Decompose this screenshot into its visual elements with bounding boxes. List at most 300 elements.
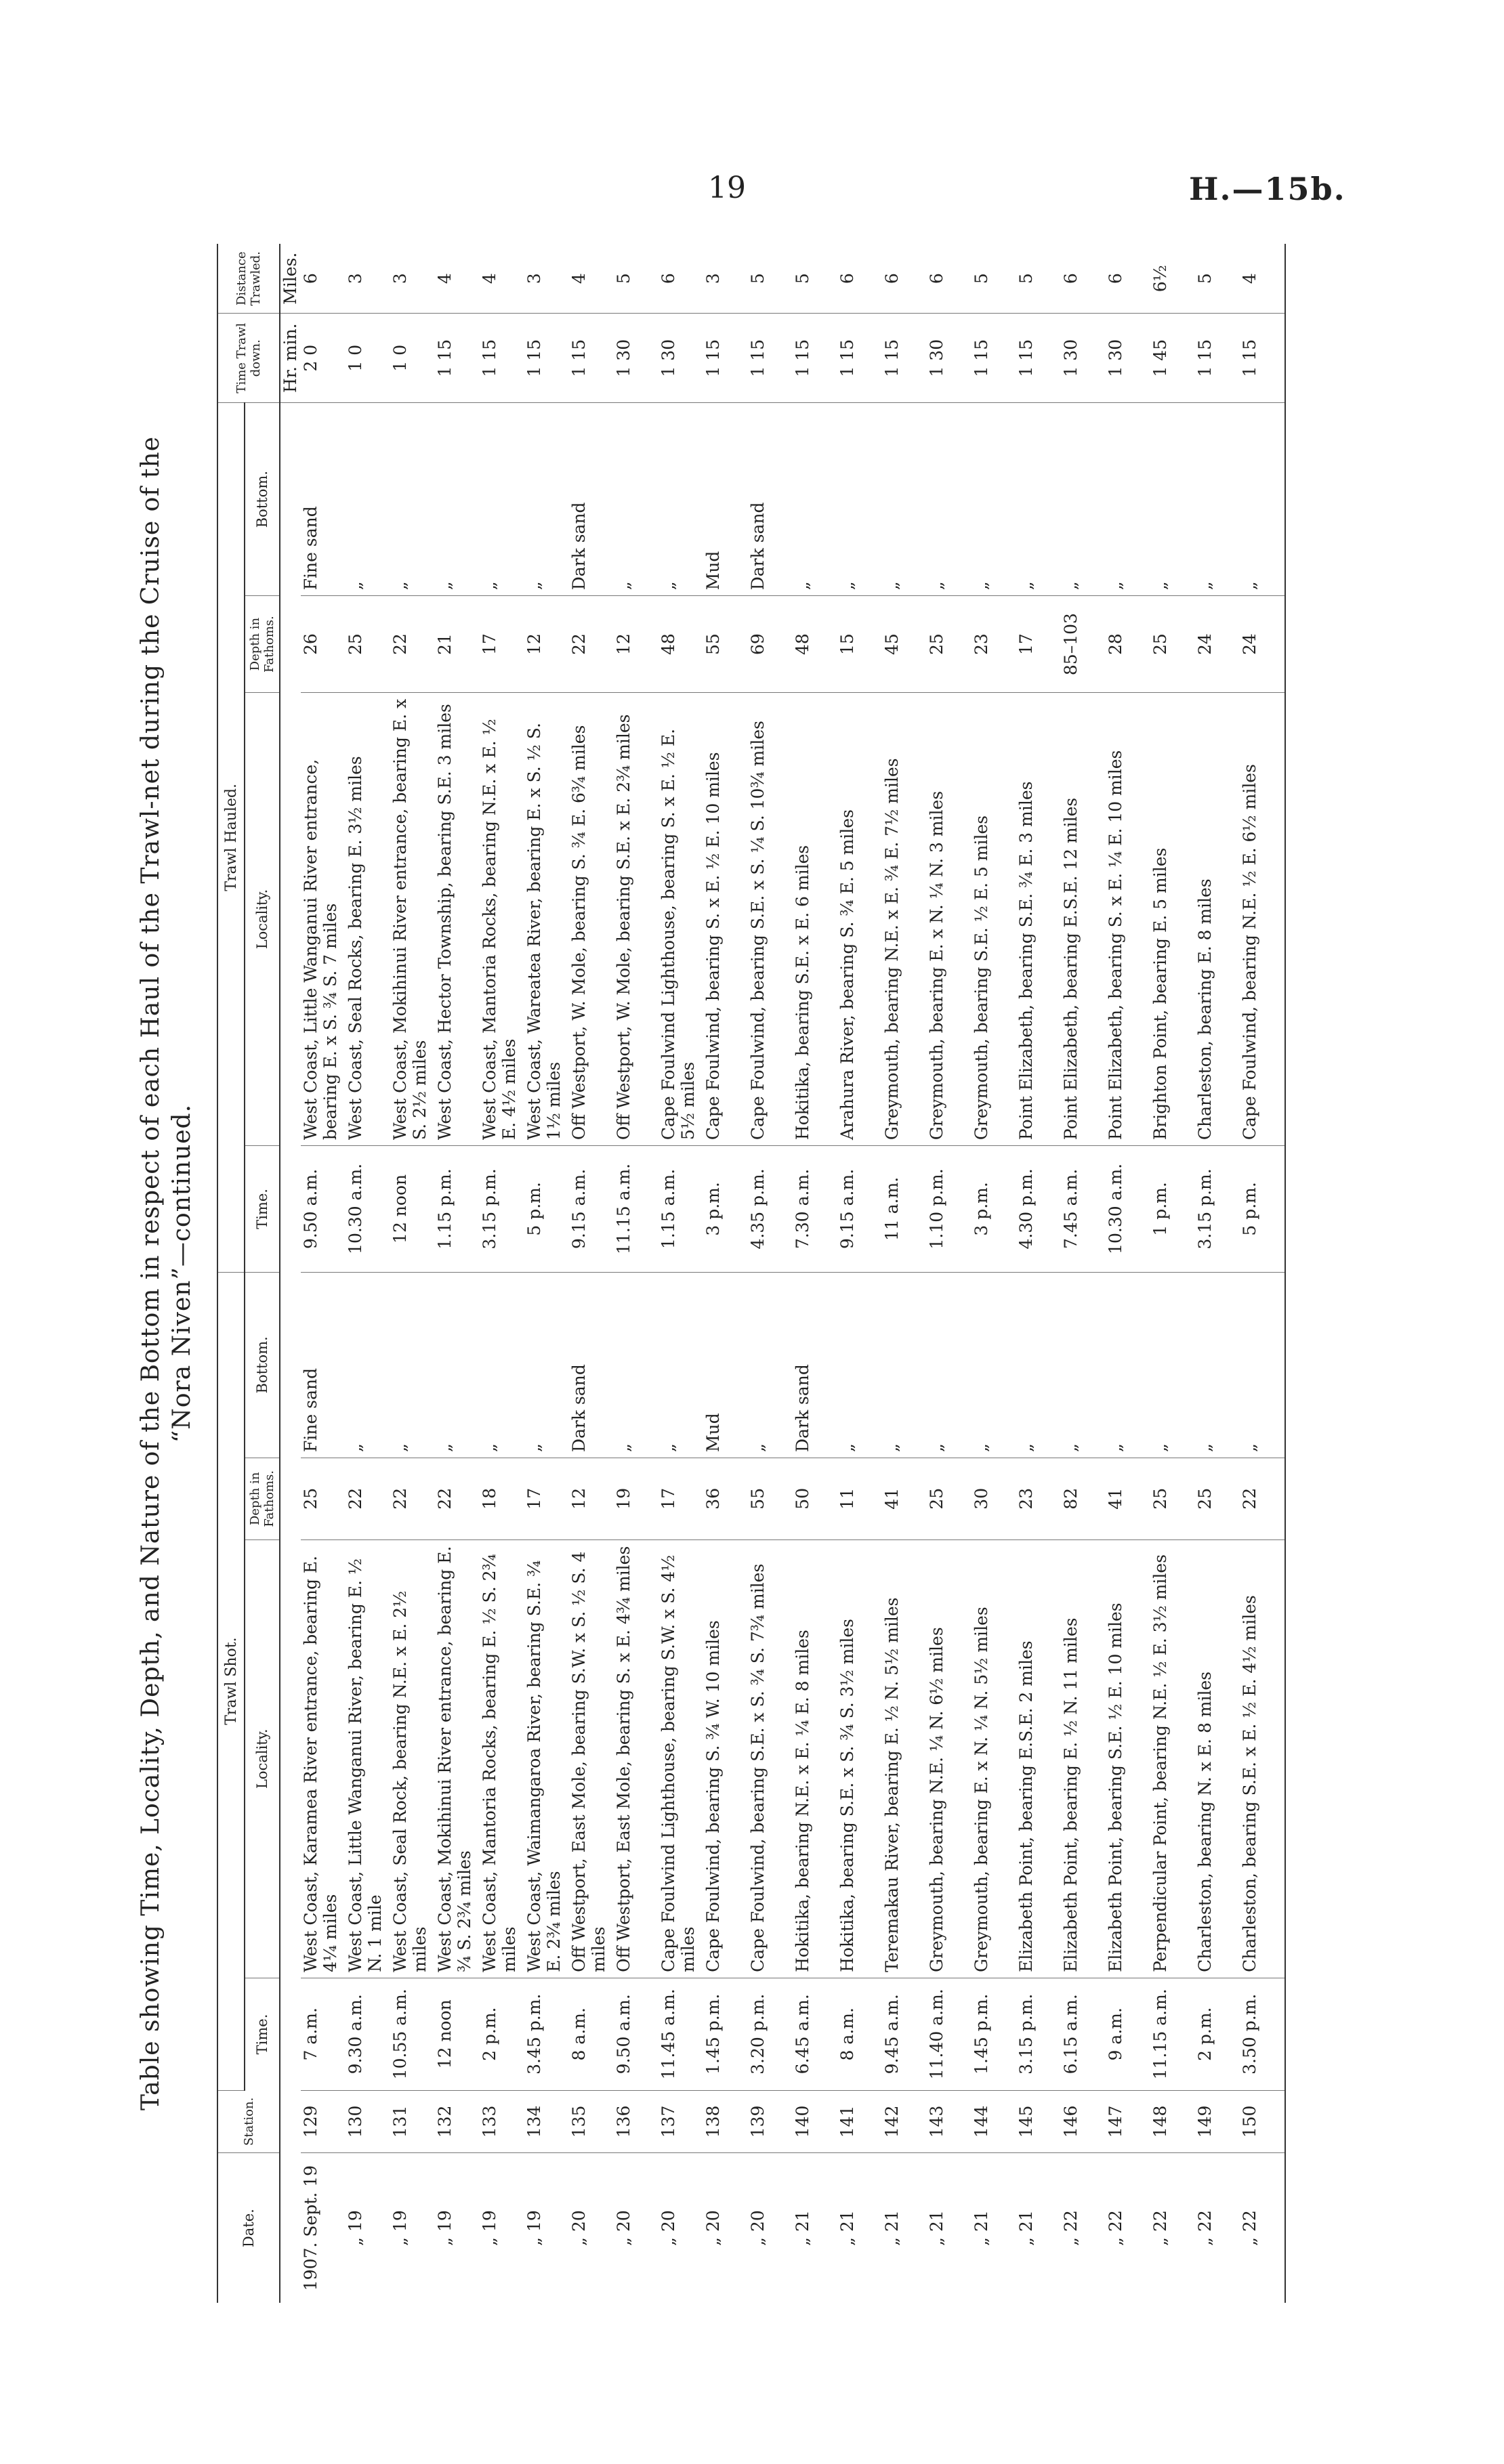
cell-station: 134 bbox=[524, 2090, 569, 2153]
cell-distance: 3 bbox=[703, 244, 748, 314]
cell-shot-depth: 17 bbox=[659, 1458, 703, 1539]
cell-shot-time: 3.50 p.m. bbox=[1240, 1978, 1285, 2090]
cell-distance: 4 bbox=[569, 244, 614, 314]
cell-distance: 3 bbox=[346, 244, 390, 314]
cell-date: „ 20 bbox=[748, 2210, 768, 2246]
cell-date: „ 20 bbox=[703, 2210, 723, 2246]
cell-shot-bottom: „ bbox=[748, 1272, 793, 1458]
cell-distance: 6 bbox=[301, 244, 346, 314]
cell-shot-locality: Cape Foulwind Lighthouse, bearing S.W. x S. 4½ miles bbox=[659, 1539, 703, 1978]
cell-hauled-depth: 15 bbox=[837, 596, 882, 693]
cell-station: 142 bbox=[882, 2090, 927, 2153]
cell-date: „ 22 bbox=[1061, 2210, 1081, 2246]
cell-shot-depth: 12 bbox=[569, 1458, 614, 1539]
cell-station: 130 bbox=[346, 2090, 390, 2153]
cell-shot-locality: Cape Foulwind, bearing S. ¾ W. 10 miles bbox=[703, 1539, 748, 1978]
cell-hauled-depth: 28 bbox=[1106, 596, 1150, 693]
cell-station: 139 bbox=[748, 2090, 793, 2153]
cell-date: „ 19 bbox=[390, 2210, 410, 2246]
table-row bbox=[927, 244, 972, 2303]
cell-shot-locality: Perpendicular Point, bearing N.E. ½ E. 3½ miles bbox=[1150, 1539, 1195, 1978]
cell-time-down: 1 15 bbox=[524, 314, 569, 403]
cell-date: „ 21 bbox=[927, 2210, 946, 2246]
cell-shot-depth: 30 bbox=[972, 1458, 1016, 1539]
cell-shot-locality: Teremakau River, bearing E. ½ N. 5½ miles bbox=[882, 1539, 927, 1978]
cell-hauled-depth: 26 bbox=[301, 596, 346, 693]
cell-hauled-time: 10.30 a.m. bbox=[346, 1146, 390, 1273]
cell-shot-time: 7 a.m. bbox=[301, 1978, 346, 2090]
cell-station: 147 bbox=[1106, 2090, 1150, 2153]
page-number: 19 bbox=[708, 171, 746, 205]
cell-hauled-locality: Off Westport, W. Mole, bearing S. ¾ E. 6¾ miles bbox=[569, 692, 614, 1145]
table-row bbox=[524, 244, 569, 2303]
page-reference: H.—15b. bbox=[1189, 171, 1346, 207]
cell-hauled-bottom: Dark sand bbox=[748, 403, 793, 596]
cell-hauled-locality: Greymouth, bearing N.E. x E. ¾ E. 7½ miles bbox=[882, 692, 927, 1145]
cell-hauled-bottom: „ bbox=[480, 403, 524, 596]
cell-shot-locality: Off Westport, East Mole, bearing S. x E. 4¾ miles bbox=[614, 1539, 659, 1978]
cell-station: 141 bbox=[837, 2090, 882, 2153]
cell-time-down: 1 15 bbox=[1195, 314, 1240, 403]
cell-shot-depth: 55 bbox=[748, 1458, 793, 1539]
cell-shot-bottom: „ bbox=[435, 1272, 480, 1458]
cell-station: 143 bbox=[927, 2090, 972, 2153]
table-row bbox=[972, 244, 1016, 2303]
header-hauled-depth: Depth in Fathoms. bbox=[245, 596, 280, 693]
cell-shot-bottom: „ bbox=[927, 1272, 972, 1458]
cell-hauled-bottom: „ bbox=[882, 403, 927, 596]
cell-time-down: 1 15 bbox=[703, 314, 748, 403]
cell-shot-locality: Off Westport, East Mole, bearing S.W. x S. ½ S. 4 miles bbox=[569, 1539, 614, 1978]
cell-hauled-bottom: „ bbox=[793, 403, 837, 596]
cell-time-down: 1 15 bbox=[882, 314, 927, 403]
cell-date: „ 19 bbox=[480, 2210, 499, 2246]
cell-hauled-time: 1.10 p.m. bbox=[927, 1146, 972, 1273]
cell-shot-bottom: „ bbox=[480, 1272, 524, 1458]
cell-hauled-time: 1.15 p.m. bbox=[435, 1146, 480, 1273]
table-row bbox=[793, 244, 837, 2303]
cell-hauled-time: 9.15 a.m. bbox=[569, 1146, 614, 1273]
cell-hauled-time: 9.15 a.m. bbox=[837, 1146, 882, 1273]
cell-shot-time: 8 a.m. bbox=[569, 1978, 614, 2090]
cell-time-down: 1 15 bbox=[972, 314, 1016, 403]
cell-time-down: 1 15 bbox=[1240, 314, 1285, 403]
cell-date: „ 21 bbox=[837, 2210, 857, 2246]
cell-distance: 6 bbox=[1061, 244, 1106, 314]
cell-hauled-bottom: „ bbox=[1106, 403, 1150, 596]
cell-hauled-locality: West Coast, Little Wanganui River entrance, bearing E. x S. ¾ S. 7 miles bbox=[301, 692, 346, 1145]
table-row bbox=[837, 244, 882, 2303]
cell-date: „ 21 bbox=[882, 2210, 902, 2246]
table-row bbox=[346, 244, 390, 2303]
cell-station: 148 bbox=[1150, 2090, 1195, 2153]
cell-shot-bottom: „ bbox=[346, 1272, 390, 1458]
units-distance: Miles. bbox=[280, 244, 301, 314]
cell-hauled-time: 3 p.m. bbox=[703, 1146, 748, 1273]
cell-hauled-bottom: „ bbox=[614, 403, 659, 596]
cell-shot-locality: Elizabeth Point, bearing E. ½ N. 11 miles bbox=[1061, 1539, 1106, 1978]
cell-hauled-bottom: Fine sand bbox=[301, 403, 346, 596]
cell-date: „ 22 bbox=[1106, 2210, 1125, 2246]
cell-station: 140 bbox=[793, 2090, 837, 2153]
cell-station: 149 bbox=[1195, 2090, 1240, 2153]
cell-hauled-depth: 25 bbox=[346, 596, 390, 693]
cell-shot-bottom: „ bbox=[1150, 1272, 1195, 1458]
cell-hauled-bottom: „ bbox=[1016, 403, 1061, 596]
cell-hauled-depth: 69 bbox=[748, 596, 793, 693]
table-row bbox=[703, 244, 748, 2303]
cell-shot-locality: Elizabeth Point, bearing E.S.E. 2 miles bbox=[1016, 1539, 1061, 1978]
cell-distance: 5 bbox=[614, 244, 659, 314]
cell-hauled-depth: 48 bbox=[793, 596, 837, 693]
cell-shot-locality: Greymouth, bearing E. x N. ¼ N. 5½ miles bbox=[972, 1539, 1016, 1978]
cell-shot-time: 3.45 p.m. bbox=[524, 1978, 569, 2090]
cell-shot-bottom: „ bbox=[972, 1272, 1016, 1458]
table-row bbox=[1150, 244, 1195, 2303]
cell-shot-time: 11.40 a.m. bbox=[927, 1978, 972, 2090]
cell-station: 138 bbox=[703, 2090, 748, 2153]
cell-hauled-locality: Point Elizabeth, bearing S. x E. ¼ E. 10 miles bbox=[1106, 692, 1150, 1145]
cell-shot-locality: Charleston, bearing S.E. x E. ½ E. 4½ miles bbox=[1240, 1539, 1285, 1978]
table-row bbox=[1061, 244, 1106, 2303]
cell-hauled-depth: 23 bbox=[972, 596, 1016, 693]
cell-shot-depth: 22 bbox=[346, 1458, 390, 1539]
cell-station: 132 bbox=[435, 2090, 480, 2153]
cell-hauled-time: 1 p.m. bbox=[1150, 1146, 1195, 1273]
cell-shot-bottom: „ bbox=[1195, 1272, 1240, 1458]
cell-distance: 6 bbox=[837, 244, 882, 314]
cell-date: „ 22 bbox=[1195, 2210, 1215, 2246]
cell-hauled-locality: Hokitika, bearing S.E. x E. 6 miles bbox=[793, 692, 837, 1145]
cell-hauled-locality: Cape Foulwind, bearing N.E. ½ E. 6½ miles bbox=[1240, 692, 1285, 1145]
cell-shot-bottom: „ bbox=[390, 1272, 435, 1458]
cell-hauled-locality: West Coast, Mantoria Rocks, bearing N.E. x E. ½ E. 4½ miles bbox=[480, 692, 524, 1145]
title-line-1: Table showing Time, Locality, Depth, and Nature of the Bottom in respect of each Haul of the Trawl-net during the Cruise of the bbox=[137, 436, 165, 2111]
cell-hauled-locality: West Coast, Wareatea River, bearing E. x S. ½ S. 1½ miles bbox=[524, 692, 569, 1145]
cell-hauled-bottom: Mud bbox=[703, 403, 748, 596]
cell-hauled-bottom: „ bbox=[346, 403, 390, 596]
cell-shot-locality: West Coast, Little Wanganui River, bearing E. ½ N. 1 mile bbox=[346, 1539, 390, 1978]
header-date: Date. bbox=[217, 2153, 280, 2303]
cell-station: 150 bbox=[1240, 2090, 1285, 2153]
cell-distance: 6 bbox=[1106, 244, 1150, 314]
cell-station: 146 bbox=[1061, 2090, 1106, 2153]
cell-distance: 4 bbox=[1240, 244, 1285, 314]
cell-shot-bottom: „ bbox=[1061, 1272, 1106, 1458]
cell-hauled-time: 1.15 a.m. bbox=[659, 1146, 703, 1273]
cell-hauled-time: 10.30 a.m. bbox=[1106, 1146, 1150, 1273]
cell-shot-time: 9.45 a.m. bbox=[882, 1978, 927, 2090]
rotated-table-block bbox=[135, 244, 1301, 2303]
cell-hauled-depth: 45 bbox=[882, 596, 927, 693]
cell-hauled-depth: 48 bbox=[659, 596, 703, 693]
cell-hauled-time: 5 p.m. bbox=[1240, 1146, 1285, 1273]
cell-shot-depth: 25 bbox=[1150, 1458, 1195, 1539]
cell-shot-bottom: Dark sand bbox=[569, 1272, 614, 1458]
cell-shot-time: 3.20 p.m. bbox=[748, 1978, 793, 2090]
cell-shot-locality: West Coast, Waimangaroa River, bearing S.E. ¾ E. 2¾ miles bbox=[524, 1539, 569, 1978]
cell-distance: 3 bbox=[390, 244, 435, 314]
cell-hauled-depth: 17 bbox=[1016, 596, 1061, 693]
cell-station: 135 bbox=[569, 2090, 614, 2153]
cell-shot-time: 9 a.m. bbox=[1106, 1978, 1150, 2090]
cell-distance: 6 bbox=[927, 244, 972, 314]
header-shot-bottom: Bottom. bbox=[245, 1272, 280, 1458]
table-row bbox=[1240, 244, 1285, 2303]
cell-distance: 3 bbox=[524, 244, 569, 314]
cell-shot-locality: Greymouth, bearing N.E. ¼ N. 6½ miles bbox=[927, 1539, 972, 1978]
cell-hauled-depth: 22 bbox=[569, 596, 614, 693]
cell-shot-time: 2 p.m. bbox=[480, 1978, 524, 2090]
cell-shot-bottom: „ bbox=[1106, 1272, 1150, 1458]
cell-hauled-bottom: „ bbox=[390, 403, 435, 596]
cell-time-down: 1 15 bbox=[748, 314, 793, 403]
cell-shot-depth: 41 bbox=[1106, 1458, 1150, 1539]
cell-hauled-time: 11.15 a.m. bbox=[614, 1146, 659, 1273]
cell-shot-depth: 25 bbox=[301, 1458, 346, 1539]
cell-shot-bottom: „ bbox=[1016, 1272, 1061, 1458]
cell-date: „ 19 bbox=[346, 2210, 365, 2246]
cell-shot-locality: West Coast, Mokihinui River entrance, bearing E. ¾ S. 2¾ miles bbox=[435, 1539, 480, 1978]
cell-time-down: 1 30 bbox=[659, 314, 703, 403]
cell-shot-bottom: „ bbox=[524, 1272, 569, 1458]
cell-station: 129 bbox=[301, 2090, 346, 2153]
cell-shot-depth: 18 bbox=[480, 1458, 524, 1539]
header-shot-time: Time. bbox=[245, 1978, 280, 2090]
cell-time-down: 1 15 bbox=[569, 314, 614, 403]
cell-time-down: 1 15 bbox=[1016, 314, 1061, 403]
cell-hauled-depth: 85–103 bbox=[1061, 596, 1106, 693]
cell-shot-bottom: „ bbox=[837, 1272, 882, 1458]
cell-shot-time: 1.45 p.m. bbox=[972, 1978, 1016, 2090]
cell-shot-time: 2 p.m. bbox=[1195, 1978, 1240, 2090]
cell-time-down: 1 30 bbox=[614, 314, 659, 403]
cell-hauled-bottom: „ bbox=[659, 403, 703, 596]
header-shot-depth: Depth in Fathoms. bbox=[245, 1458, 280, 1539]
cell-time-down: 1 15 bbox=[793, 314, 837, 403]
header-hauled-bottom: Bottom. bbox=[245, 403, 280, 596]
cell-hauled-locality: Brighton Point, bearing E. 5 miles bbox=[1150, 692, 1195, 1145]
cell-date: „ 19 bbox=[524, 2210, 544, 2246]
cell-time-down: 1 45 bbox=[1150, 314, 1195, 403]
units-time: Hr. min. bbox=[280, 314, 301, 403]
cell-hauled-depth: 25 bbox=[927, 596, 972, 693]
cell-shot-locality: Cape Foulwind, bearing S.E. x S. ¾ S. 7¾ miles bbox=[748, 1539, 793, 1978]
header-hauled-locality: Locality. bbox=[245, 692, 280, 1145]
table-row bbox=[301, 244, 346, 2303]
cell-hauled-bottom: „ bbox=[837, 403, 882, 596]
cell-shot-depth: 50 bbox=[793, 1458, 837, 1539]
table-row bbox=[659, 244, 703, 2303]
cell-distance: 6 bbox=[882, 244, 927, 314]
cell-date: „ 20 bbox=[614, 2210, 633, 2246]
cell-shot-depth: 23 bbox=[1016, 1458, 1061, 1539]
cell-hauled-bottom: „ bbox=[435, 403, 480, 596]
table-row bbox=[390, 244, 435, 2303]
cell-station: 145 bbox=[1016, 2090, 1061, 2153]
header-shot-locality: Locality. bbox=[245, 1539, 280, 1978]
cell-distance: 5 bbox=[793, 244, 837, 314]
table-row bbox=[1195, 244, 1240, 2303]
cell-hauled-bottom: „ bbox=[927, 403, 972, 596]
cell-date: „ 21 bbox=[793, 2210, 812, 2246]
cell-date: „ 20 bbox=[569, 2210, 589, 2246]
cell-distance: 5 bbox=[1016, 244, 1061, 314]
cell-hauled-locality: Point Elizabeth, bearing S.E. ¾ E. 3 miles bbox=[1016, 692, 1061, 1145]
cell-hauled-depth: 21 bbox=[435, 596, 480, 693]
cell-shot-depth: 19 bbox=[614, 1458, 659, 1539]
cell-shot-bottom: „ bbox=[1240, 1272, 1285, 1458]
cell-shot-bottom: Fine sand bbox=[301, 1272, 346, 1458]
cell-shot-time: 9.30 a.m. bbox=[346, 1978, 390, 2090]
cell-hauled-time: 9.50 a.m. bbox=[301, 1146, 346, 1273]
cell-hauled-bottom: „ bbox=[1195, 403, 1240, 596]
cell-hauled-time: 3 p.m. bbox=[972, 1146, 1016, 1273]
cell-shot-depth: 82 bbox=[1061, 1458, 1106, 1539]
cell-time-down: 1 15 bbox=[837, 314, 882, 403]
cell-distance: 5 bbox=[1195, 244, 1240, 314]
header-distance: Distance Trawled. bbox=[217, 244, 280, 314]
cell-shot-locality: Elizabeth Point, bearing S.E. ½ E. 10 miles bbox=[1106, 1539, 1150, 1978]
cell-date: „ 22 bbox=[1150, 2210, 1170, 2246]
cell-time-down: 1 15 bbox=[435, 314, 480, 403]
cell-hauled-time: 4.30 p.m. bbox=[1016, 1146, 1061, 1273]
cell-hauled-locality: Off Westport, W. Mole, bearing S.E. x E. 2¾ miles bbox=[614, 692, 659, 1145]
cell-hauled-locality: Cape Foulwind Lighthouse, bearing S. x E. ½ E. 5½ miles bbox=[659, 692, 703, 1145]
cell-hauled-time: 3.15 p.m. bbox=[480, 1146, 524, 1273]
table-row bbox=[1106, 244, 1150, 2303]
cell-shot-depth: 25 bbox=[927, 1458, 972, 1539]
cell-shot-depth: 41 bbox=[882, 1458, 927, 1539]
table-row bbox=[435, 244, 480, 2303]
cell-hauled-time: 5 p.m. bbox=[524, 1146, 569, 1273]
cell-time-down: 1 30 bbox=[1061, 314, 1106, 403]
cell-shot-time: 9.50 a.m. bbox=[614, 1978, 659, 2090]
cell-hauled-time: 12 noon bbox=[390, 1146, 435, 1273]
cell-shot-locality: Hokitika, bearing N.E. x E. ¼ E. 8 miles bbox=[793, 1539, 837, 1978]
cell-shot-time: 11.45 a.m. bbox=[659, 1978, 703, 2090]
cell-station: 136 bbox=[614, 2090, 659, 2153]
table-row bbox=[1016, 244, 1061, 2303]
table-row bbox=[748, 244, 793, 2303]
cell-time-down: 1 0 bbox=[346, 314, 390, 403]
cell-hauled-locality: West Coast, Seal Rocks, bearing E. 3½ miles bbox=[346, 692, 390, 1145]
cell-shot-time: 1.45 p.m. bbox=[703, 1978, 748, 2090]
cell-shot-time: 11.15 a.m. bbox=[1150, 1978, 1195, 2090]
cell-shot-depth: 36 bbox=[703, 1458, 748, 1539]
table-body bbox=[280, 244, 1285, 2303]
cell-hauled-locality: Point Elizabeth, bearing E.S.E. 12 miles bbox=[1061, 692, 1106, 1145]
cell-station: 144 bbox=[972, 2090, 1016, 2153]
cell-hauled-bottom: „ bbox=[972, 403, 1016, 596]
cell-hauled-bottom: „ bbox=[1240, 403, 1285, 596]
cell-shot-depth: 22 bbox=[1240, 1458, 1285, 1539]
cell-hauled-time: 4.35 p.m. bbox=[748, 1146, 793, 1273]
title-line-2: “Nora Niven”—continued. bbox=[168, 1103, 196, 1443]
cell-hauled-bottom: „ bbox=[524, 403, 569, 596]
cell-shot-depth: 22 bbox=[435, 1458, 480, 1539]
cell-shot-locality: Hokitika, bearing S.E. x S. ¾ S. 3½ miles bbox=[837, 1539, 882, 1978]
cell-date: „ 21 bbox=[972, 2210, 991, 2246]
cell-shot-time: 3.15 p.m. bbox=[1016, 1978, 1061, 2090]
table-row bbox=[480, 244, 524, 2303]
cell-hauled-depth: 12 bbox=[614, 596, 659, 693]
cell-time-down: 1 0 bbox=[390, 314, 435, 403]
cell-date: „ 20 bbox=[659, 2210, 678, 2246]
cell-date: 1907. Sept. 19 bbox=[301, 2165, 320, 2291]
cell-distance: 5 bbox=[972, 244, 1016, 314]
cell-time-down: 1 30 bbox=[1106, 314, 1150, 403]
cell-date: „ 19 bbox=[435, 2210, 455, 2246]
cell-time-down: 1 15 bbox=[480, 314, 524, 403]
cell-hauled-bottom: „ bbox=[1150, 403, 1195, 596]
cell-date: „ 21 bbox=[1016, 2210, 1036, 2246]
cell-hauled-locality: Cape Foulwind, bearing S.E. x S. ¼ S. 10¾ miles bbox=[748, 692, 793, 1145]
cell-hauled-time: 11 a.m. bbox=[882, 1146, 927, 1273]
cell-date: „ 22 bbox=[1240, 2153, 1285, 2303]
cell-hauled-bottom: „ bbox=[1061, 403, 1106, 596]
cell-shot-depth: 22 bbox=[390, 1458, 435, 1539]
cell-hauled-bottom: Dark sand bbox=[569, 403, 614, 596]
header-station: Station. bbox=[217, 2090, 280, 2153]
cell-shot-bottom: Dark sand bbox=[793, 1272, 837, 1458]
cell-shot-time: 6.15 a.m. bbox=[1061, 1978, 1106, 2090]
cell-hauled-locality: Charleston, bearing E. 8 miles bbox=[1195, 692, 1240, 1145]
cell-station: 137 bbox=[659, 2090, 703, 2153]
cell-shot-bottom: Mud bbox=[703, 1272, 748, 1458]
cell-hauled-locality: West Coast, Mokihinui River entrance, bearing E. x S. 2½ miles bbox=[390, 692, 435, 1145]
cell-shot-time: 8 a.m. bbox=[837, 1978, 882, 2090]
cell-station: 133 bbox=[480, 2090, 524, 2153]
cell-distance: 6 bbox=[659, 244, 703, 314]
cell-hauled-depth: 25 bbox=[1150, 596, 1195, 693]
cell-shot-bottom: „ bbox=[659, 1272, 703, 1458]
cell-time-down: 1 30 bbox=[927, 314, 972, 403]
cell-hauled-locality: Greymouth, bearing S.E. ½ E. 5 miles bbox=[972, 692, 1016, 1145]
cell-hauled-locality: West Coast, Hector Township, bearing S.E. 3 miles bbox=[435, 692, 480, 1145]
cell-hauled-depth: 55 bbox=[703, 596, 748, 693]
cell-shot-time: 6.45 a.m. bbox=[793, 1978, 837, 2090]
cell-hauled-depth: 22 bbox=[390, 596, 435, 693]
cell-shot-time: 10.55 a.m. bbox=[390, 1978, 435, 2090]
header-trawl-shot: Trawl Shot. bbox=[217, 1272, 245, 2090]
cell-shot-time: 12 noon bbox=[435, 1978, 480, 2090]
cell-shot-depth: 25 bbox=[1195, 1458, 1240, 1539]
cell-hauled-depth: 12 bbox=[524, 596, 569, 693]
cell-distance: 5 bbox=[748, 244, 793, 314]
table-row bbox=[614, 244, 659, 2303]
header-hauled-time: Time. bbox=[245, 1146, 280, 1273]
cell-shot-depth: 11 bbox=[837, 1458, 882, 1539]
cell-time-down: 2 0 bbox=[301, 314, 346, 403]
header-trawl-hauled: Trawl Hauled. bbox=[217, 403, 245, 1273]
cell-hauled-time: 3.15 p.m. bbox=[1195, 1146, 1240, 1273]
cell-hauled-locality: Cape Foulwind, bearing S. x E. ½ E. 10 miles bbox=[703, 692, 748, 1145]
cell-shot-bottom: „ bbox=[614, 1272, 659, 1458]
trawl-table bbox=[217, 244, 1286, 2303]
cell-distance: 4 bbox=[435, 244, 480, 314]
cell-shot-bottom: „ bbox=[882, 1272, 927, 1458]
cell-distance: 4 bbox=[480, 244, 524, 314]
cell-station: 131 bbox=[390, 2090, 435, 2153]
header-time-down: Time Trawl down. bbox=[217, 314, 280, 403]
cell-shot-locality: West Coast, Seal Rock, bearing N.E. x E. 2½ miles bbox=[390, 1539, 435, 1978]
cell-hauled-depth: 17 bbox=[480, 596, 524, 693]
cell-hauled-depth: 24 bbox=[1195, 596, 1240, 693]
cell-shot-locality: West Coast, Karamea River entrance, bearing E. 4¼ miles bbox=[301, 1539, 346, 1978]
cell-distance: 6½ bbox=[1150, 244, 1195, 314]
cell-hauled-locality: Arahura River, bearing S. ¾ E. 5 miles bbox=[837, 692, 882, 1145]
